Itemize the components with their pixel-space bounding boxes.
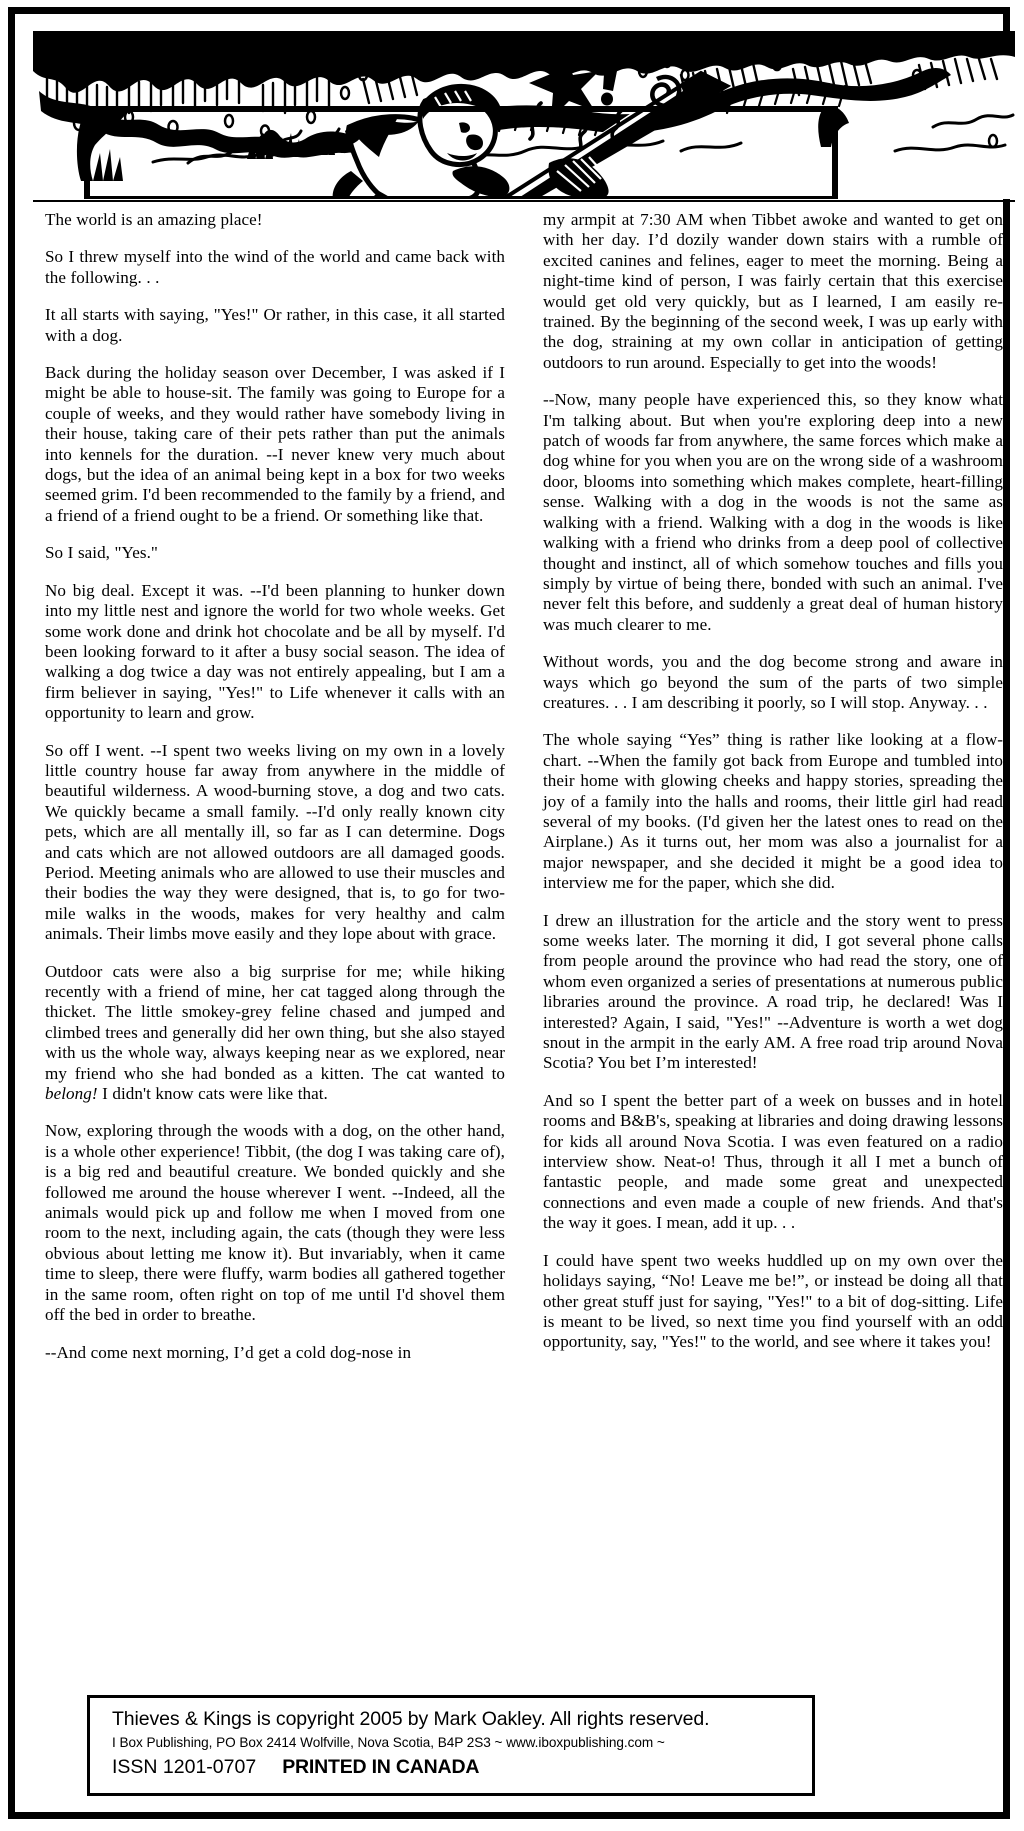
paragraph: I could have spent two weeks huddled up on my own over the holidays saying, “No! Leave me be!”, or instead be doing all that other great stuff just for saying, "Yes!" to a bit of dog-sitting. Life is meant to be lived, so next time you find yourself with an odd opportunity, say, "Yes!" to the world, and see where it takes you! (543, 1250, 1003, 1352)
text-before-emphasis: Outdoor cats were also a big surprise for me; while hiking recently with a friend of mine, her cat tagged along through the thicket. The little smokey-grey feline chased and jumped and climbed trees and generally did her own thing, but she also stayed with us the whole way, always keeping near as we explored, near my friend who she had bonded as a kitten. The cat wanted to (45, 961, 505, 1083)
paragraph-with-italic-emphasis (45, 962, 505, 1105)
paragraph: And so I spent the better part of a week on busses and in hotel rooms and B&B's, speaking at libraries and doing drawing lessons for kids all around Nova Scotia. I was even featured on a radio interview show. Neat-o! Thus, through it all I met a bunch of fantastic people, and made some great and unexpected connections and even made a couple of new friends. And that's the way it goes. I mean, add it up. . . (543, 1090, 1003, 1233)
paragraph: my armpit at 7:30 AM when Tibbet awoke and wanted to get on with her day. I’d dozily wander down stairs with a rumble of excited canines and felines, eager to meet the morning. Being a night-time kind of person, I was fairly certain that this exercise would get old very quickly, but as I learned, I am easily re-trained. By the beginning of the second week, I was up early with the dog, straining at my own collar in anticipation of getting outdoors to run around. Especially to get into the woods! (543, 210, 1003, 372)
copyright-box (87, 1695, 815, 1796)
paragraph: So off I went. --I spent two weeks living on my own in a lovely little country house far away from anywhere in the middle of beautiful wilderness. A wood-burning stove, a dog and two cats. We quickly became a small family. --I'd only really known city pets, which are all mentally ill, so far as I can determine. Dogs and cats which are not allowed outdoors are all damaged goods. Period. Meeting animals who are allowed to use their muscles and their bodies the way they were designed, that is, to go for two-mile walks in the woods, makes for very healthy and calm animals. Their limbs move easily and they lope about with grace. (45, 740, 505, 944)
issn-number: ISSN 1201-0707 (112, 1756, 257, 1778)
issn-and-print-line (112, 1754, 812, 1780)
left-column (45, 210, 505, 1363)
paragraph: I drew an illustration for the article and the story went to press some weeks later. The morning it did, I got several phone calls from people around the province who had read the story, one of whom even organized a series of presentations at numerous public libraries around the province. A road trip, he declared! Was I interested? Again, I said, "Yes!" --Adventure is worth a wet dog snout in the armpit in the early AM. A free road trip around Nova Scotia? You bet I’m interested! (543, 910, 1003, 1073)
woods-scene-drawing (33, 31, 1015, 199)
paragraph: Back during the holiday season over December, I was asked if I might be able to house-sit. The family was going to Europe for a couple of weeks, and they would rather have somebody living in their house, taking care of their pets rather than put the animals into kennels for the duration. --I never knew very much about dogs, but the idea of an animal being kept in a box for two weeks seemed grim. I'd been recommended to the family by a friend, and a friend of a friend ought to be a friend. Or something like that. (45, 363, 505, 525)
paragraph: No big deal. Except it was. --I'd been planning to hunker down into my little nest and ignore the world for two whole weeks. Get some work done and drink hot chocolate and be all by myself. I'd been looking forward to it after a busy social season. The idea of walking a dog twice a day was not entirely appealing, but I am a firm believer in saying, "Yes!" to Life whenever it calls with an opportunity to learn and grow. (45, 580, 505, 723)
paragraph-continued-to-next-column: --And come next morning, I’d get a cold dog-nose in (45, 1342, 412, 1362)
paragraph: The whole saying “Yes” thing is rather like looking at a flow-chart. --When the family got back from Europe and tumbled into their home with glowing cheeks and happy stories, spreading the joy of a family into the halls and rooms, their little girl had read several of my books. (I'd given her the latest ones to read on the Airplane.) As it turns out, her mom was also a journalist for a major newspaper, and she decided it might be a good idea to interview me for the paper, which she did. (543, 730, 1003, 893)
paragraph: So I threw myself into the wind of the world and came back with the following. . . (45, 247, 505, 287)
paragraph: The world is an amazing place! (45, 210, 263, 229)
printed-in-canada: PRINTED IN CANADA (282, 1756, 480, 1778)
essay-columns (45, 210, 1003, 1670)
header-illustration (33, 31, 1015, 199)
right-column (543, 210, 1003, 1353)
illustration-underline-rule (33, 200, 1015, 202)
paragraph: --Now, many people have experienced this, so they know what I'm talking about. But when you're exploring deep into a new patch of woods far from anywhere, the same forces which make a dog whine for you when you are on the wrong side of a washroom door, blooms into something which makes complete, heart-filling sense. Walking with a dog in the woods is not the same as walking with a friend. Walking with a dog in the woods is like walking with a friend who drinks from a deep pool of collective thought and instinct, all of which somehow touches and fills you simply by virtue of being there, bonded with such an animal. I've never felt this before, and suddenly a great deal of human history was much clearer to me. (543, 390, 1004, 634)
paragraph: Now, exploring through the woods with a dog, on the other hand, is a whole other experience! Tibbit, (the dog I was taking care of), is a big red and beautiful creature. We bonded quickly and she followed me around the house wherever I went. --Indeed, all the animals would pick up and follow me when I moved from one room to the next, including again, the cats (though they were less obvious about letting me know it). But invariably, when it came time to sleep, there were fluffy, warm bodies all gathered together in the same room, often right on top of me until I'd shovel them off the bed in order to breathe. (45, 1121, 505, 1325)
paragraph: It all starts with saying, "Yes!" Or rather, in this case, it all started with a dog. (45, 305, 505, 345)
publisher-address-line: I Box Publishing, PO Box 2414 Wolfville, Nova Scotia, B4P 2S3 ~ www.iboxpublishing.com ~ (112, 1735, 665, 1750)
page-outer-border (8, 7, 1010, 1819)
emphasis-belong: belong! (45, 1084, 98, 1104)
text-after-emphasis: I didn't know cats were like that. (97, 1084, 328, 1104)
copyright-line: Thieves & Kings is copyright 2005 by Mark Oakley. All rights reserved. (112, 1708, 710, 1730)
paragraph: So I said, "Yes." (45, 543, 158, 563)
paragraph: Without words, you and the dog become strong and aware in ways which go beyond the sum of the parts of two simple creatures. . . I am describing it poorly, so I will stop. Anyway. . . (543, 652, 1003, 712)
